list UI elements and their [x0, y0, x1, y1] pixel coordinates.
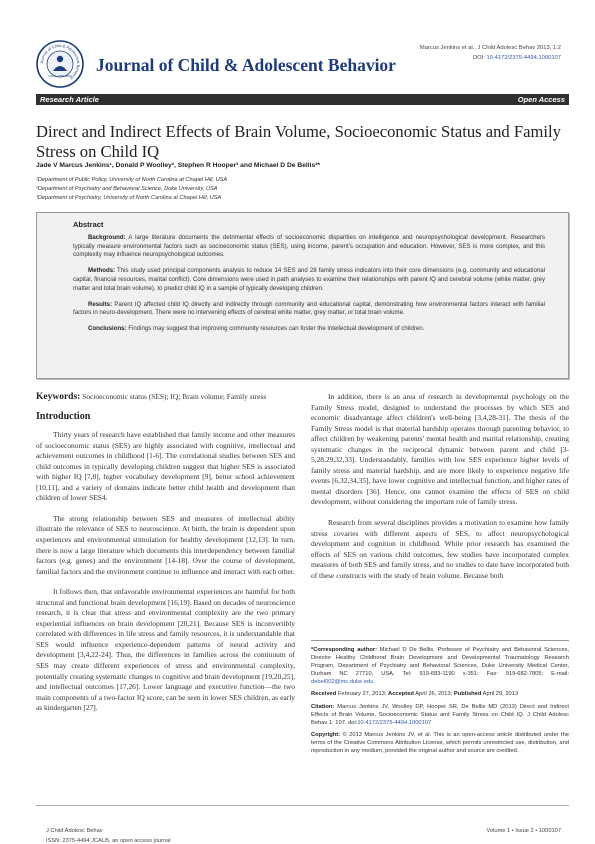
affiliation-3: ³Department of Psychiatry, University of North Carolina at Chapel Hill, USA [36, 195, 222, 201]
received-label: Received [311, 691, 337, 698]
abstract-background-text: A large literature documents the detrimental effects of socioeconomic disparities on intelligence and neuropsychological development. Researchers typically measure environmental factors such as socioeconomic status (SES), using income, parent's occupation and education. However, SES is more complex, and this complexity may influence neuropsychological outcomes. [73, 233, 545, 259]
logo-issn: ISSN: 2375-4494 [48, 74, 72, 78]
left-column [36, 392, 295, 724]
open-access-label: Open Access [517, 95, 565, 104]
accepted-label: Accepted [388, 691, 414, 698]
body-paragraph: Research from several disciplines provides a motivation to examine how family stress covaries with different aspects of SES, to affect neuropsychological development and cognition in childhood. While prior research has examined the effects of SES on various child outcomes, few studies have incorporated complex measures of both SES and family stress, and no studies to date have incorporated both of these constructs with the study of brain volume. Because both [311, 518, 569, 580]
corresponding-author [311, 646, 569, 686]
citation-label: Citation: [311, 703, 335, 710]
citation-note [311, 703, 569, 727]
doi-label: DOI: [473, 55, 487, 61]
article-type-label: Research Article [40, 95, 99, 104]
citation-text: Marcus Jenkins JV, Woolley DP, Hooper SR, De Bellis MD (2013) Direct and Indirect Effects of Brain Volume, Socioeconomic Status and Family Stress on Child IQ. J Child Adolesc Behav 1: 107. doi: [311, 703, 569, 726]
abstract-background [73, 234, 545, 260]
abstract-background-label: Background: [88, 233, 126, 241]
article-type-band [36, 94, 569, 105]
footer-issn: ISSN: 2375-4494 JCALB, an open access journal [46, 838, 171, 844]
affiliation-1: ¹Department of Public Policy, University of North Carolina at Chapel Hill, USA [36, 177, 228, 183]
keywords-label: Keywords: [36, 392, 81, 402]
abstract-heading: Abstract [73, 220, 104, 229]
footer-journal: J Child Adolesc Behav [46, 828, 103, 834]
footer-divider [36, 805, 569, 806]
corresponding-author-text: Michael D De Bellis, Professor of Psychiatry and Behavioral Sciences, Director Healthy Childhood Brain Development and Developmental Traumatology Research Program, Department of Psychiatry and Behavioral Sciences, Duke University Medical Center, Durham NC 27710, USA, Tel: 919-683-1190 x-351; Fax: 919-682-7805; E-mail: [311, 647, 569, 678]
abstract-conclusions-label: Conclusions: [88, 325, 127, 333]
logo-figure-head [57, 56, 63, 62]
abstract-methods-label: Methods: [88, 267, 116, 275]
abstract-results-text: Parent IQ affected child IQ directly and indirectly through community and educational capital, demonstrating how environmental factors interact with familial factors in neuro-development. There were no intervening effects of cerebral white matter, grey matter, or total brain volume. [73, 300, 545, 317]
correspondence-box [311, 640, 569, 759]
keywords [36, 392, 295, 403]
journal-logo [36, 40, 84, 88]
right-column [311, 392, 569, 591]
journal-title: Journal of Child & Adolescent Behavior [96, 55, 396, 75]
accepted-date: April 26, 2013; [413, 691, 454, 698]
doi-link[interactable]: 10.4172/2375-4494.1000107 [486, 55, 561, 61]
received-date: February 27, 2013; [336, 691, 389, 698]
abstract-results [73, 301, 545, 319]
copyright-text: © 2013 Marcus Jenkins JV, et al. This is an open-access article distributed under the terms of the Creative Commons Attribution License, which permits unrestricted use, distribution, and reproduction in any medium, provided the original author and source are credited. [311, 731, 569, 755]
copyright-label: Copyright: [311, 731, 341, 738]
abstract-results-label: Results: [88, 300, 113, 308]
affiliation-2: ²Department of Psychiatry and Behavioral Science, Duke University, USA [36, 186, 218, 192]
keywords-text: Socioeconomic status (SES); IQ; Brain volume; Family stress [80, 392, 267, 401]
published-date: April 29, 2013 [481, 691, 519, 698]
article-title: Direct and Indirect Effects of Brain Volume, Socioeconomic Status and Family Stress on Child IQ [36, 122, 561, 161]
author-email-link[interactable]: debel002@mc.duke.edu [311, 679, 374, 686]
footer-volume: Volume 1 • Issue 2 • 1000107 [486, 828, 561, 834]
abstract-conclusions-text: Findings may suggest that improving community resources can foster the intellectual development of children. [126, 325, 425, 333]
author-list: Jade V Marcus Jenkins¹, Donald P Woolley², Stephen R Hooper³ and Michael D De Bellis²* [36, 162, 321, 169]
introduction-heading: Introduction [36, 410, 91, 422]
citation-doi-link[interactable]: 10.4172/2375-4494.1000107 [357, 719, 432, 726]
corresponding-author-label: *Corresponding author: [311, 647, 378, 653]
body-paragraph: It follows then, that unfavorable environmental experiences are harmful for both structural and functional brain development [16,19]. Based on decades of neuroscience research, it is clear that stress and environmental complexity are the two primary experiential influences on brain development [20,21]. Because SES is inconvertibly correlated with differences in life stress and family resources, it is understandable that SES would influence experience-dependent patterns of neural activity and development [3,4,22-24]. Thus, the differences in families across the continuum of SES may create different experiences of stress and environmental complexity, potentially creating systematic changes to cognitive and brain development [19,20,25], and intellectual outcomes [17,26]. Lower language and executive function—the two main components of a two-factor IQ score, can be seen in lower SES children, as early as kindergarten [27]. [36, 587, 295, 713]
header-citation: Marcus Jenkins et al., J Child Adolesc Behav 2013, 1:2 [419, 45, 561, 51]
published-label: Published [453, 691, 482, 698]
abstract-box [36, 212, 569, 379]
body-paragraph: In addition, there is an area of research in developmental psychology on the Family Stress model, designed to understand the processes by which SES and economic disadvantage affect children's well-being [3,4,28-31]. The thesis of the Family Stress model is that material hardship operates through parenting behavior, to affect children by weakening parents' mental health and marital relationship, creating systematic changes in the reciprocal dynamic between parent and child [3-5,28,29,32,33]. Understandably, families with low SES experience higher levels of family stress and material hardship, and are more likely to experience negative life events [6,32,34,35], have lower cognitive and intellectual function, and higher rates of mental disorders [36]. Hence, one cannot examine the effects of SES on child development, without considering the important role of family stress. [311, 392, 569, 507]
abstract-conclusions [73, 325, 545, 334]
abstract-methods [73, 267, 545, 293]
copyright-note [311, 731, 569, 755]
body-paragraph: Thirty years of research have established that family income and other measures of socioeconomic status (SES) are highly associated with cognitive, intellectual and achievement outcomes in childhood [1-6]. The correlational studies between SES and child outcomes in typically developing children suggest that higher SES is associated with higher IQ [7,8], higher vocabulary development [9], better school achievement [10,11], and a variety of domains indicate better child health and development than children of lower SES4. [36, 430, 295, 503]
header-doi [473, 55, 561, 61]
abstract-methods-text: This study used principal components analysis to reduce 14 SES and 28 family stress indicators into their core dimensions (e.g. community and educational capital, financial resources, marital conflict). Core dimensions were used in path analyses to examine their relationships with parent IQ and cerebral volume (white matter, grey matter and total brain volume), to predict child IQ in a sample of typically developing children. [73, 267, 545, 292]
logo-ring-text: Journal of Child & Adolescent Behavior [38, 42, 82, 82]
article-dates [311, 690, 569, 698]
body-paragraph: The strong relationship between SES and measures of intellectual ability illustrate the relevance of SES to neuroscience. At birth, the brain is dependent upon experiences and environmental stimulation for healthy development [12,13]. In turn, there is now a large literature which documents this interdependency between familial factors (e.g. genes) and the environment [14-18]. Over the course of development, familial factors and the environment continue to influence and interact with each other. [36, 513, 295, 576]
